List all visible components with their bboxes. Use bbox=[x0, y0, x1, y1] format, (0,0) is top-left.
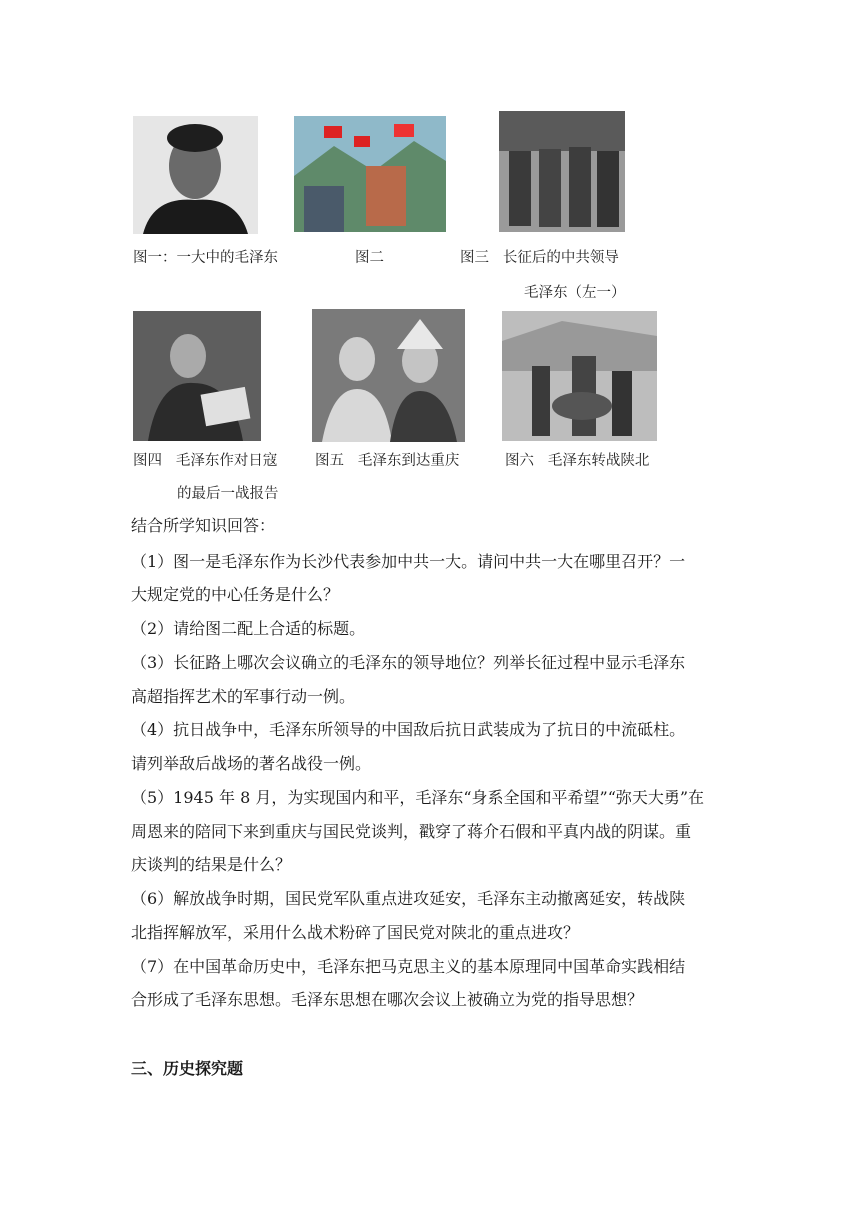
question-6-line-2: 北指挥解放军，采用什么战术粉碎了国民党对陕北的重点进攻？ bbox=[131, 923, 580, 942]
question-5-line-2: 周恩来的陪同下来到重庆与国民党谈判，戳穿了蒋介石假和平真内战的阴谋。重 bbox=[131, 822, 692, 841]
section-title: 三、历史探究题 bbox=[131, 1059, 244, 1078]
intro-text: 结合所学知识回答： bbox=[131, 516, 276, 535]
figure-6-caption: 图六 毛泽东转战陕北 bbox=[505, 453, 650, 469]
figure-3-caption: 图三 长征后的中共领导 bbox=[460, 250, 619, 266]
question-7-line-1: （7）在中国革命历史中，毛泽东把马克思主义的基本原理同中国革命实践相结 bbox=[131, 957, 686, 976]
figure-5-photo bbox=[312, 309, 465, 442]
figure-6-photo bbox=[502, 311, 657, 441]
figure-4-caption: 图四 毛泽东作对日寇 bbox=[133, 453, 278, 469]
question-6-line-1: （6）解放战争时期，国民党军队重点进攻延安，毛泽东主动撤离延安，转战陕 bbox=[131, 889, 686, 908]
figure-3-photo bbox=[499, 111, 625, 232]
question-1-line-1: （1）图一是毛泽东作为长沙代表参加中共一大。请问中共一大在哪里召开？一 bbox=[131, 552, 686, 571]
question-5-line-1: （5）1945 年 8 月，为实现国内和平，毛泽东“身系全国和平希望”“弥天大勇”在 bbox=[131, 788, 705, 807]
figure-1-caption: 图一：一大中的毛泽东 bbox=[133, 250, 278, 266]
figure-2-caption: 图二 bbox=[355, 250, 384, 266]
question-4-line-1: （4）抗日战争中，毛泽东所领导的中国敌后抗日武装成为了抗日的中流砥柱。 bbox=[131, 720, 686, 739]
question-7-line-2: 合形成了毛泽东思想。毛泽东思想在哪次会议上被确立为党的指导思想？ bbox=[131, 990, 644, 1009]
figure-4-caption-line2: 的最后一战报告 bbox=[177, 486, 279, 502]
question-5-line-3: 庆谈判的结果是什么？ bbox=[131, 855, 292, 874]
figure-1-photo bbox=[133, 116, 258, 234]
figure-4-photo bbox=[133, 311, 261, 441]
figure-2-painting bbox=[294, 116, 446, 232]
question-1-line-2: 大规定党的中心任务是什么？ bbox=[131, 585, 340, 604]
figure-3-caption-line2: 毛泽东（左一） bbox=[524, 285, 626, 301]
question-4-line-2: 请列举敌后战场的著名战役一例。 bbox=[131, 754, 372, 773]
question-3-line-1: （3）长征路上哪次会议确立的毛泽东的领导地位？列举长征过程中显示毛泽东 bbox=[131, 653, 686, 672]
question-3-line-2: 高超指挥艺术的军事行动一例。 bbox=[131, 687, 356, 706]
question-2-line-1: （2）请给图二配上合适的标题。 bbox=[131, 619, 366, 638]
figure-5-caption: 图五 毛泽东到达重庆 bbox=[315, 453, 460, 469]
